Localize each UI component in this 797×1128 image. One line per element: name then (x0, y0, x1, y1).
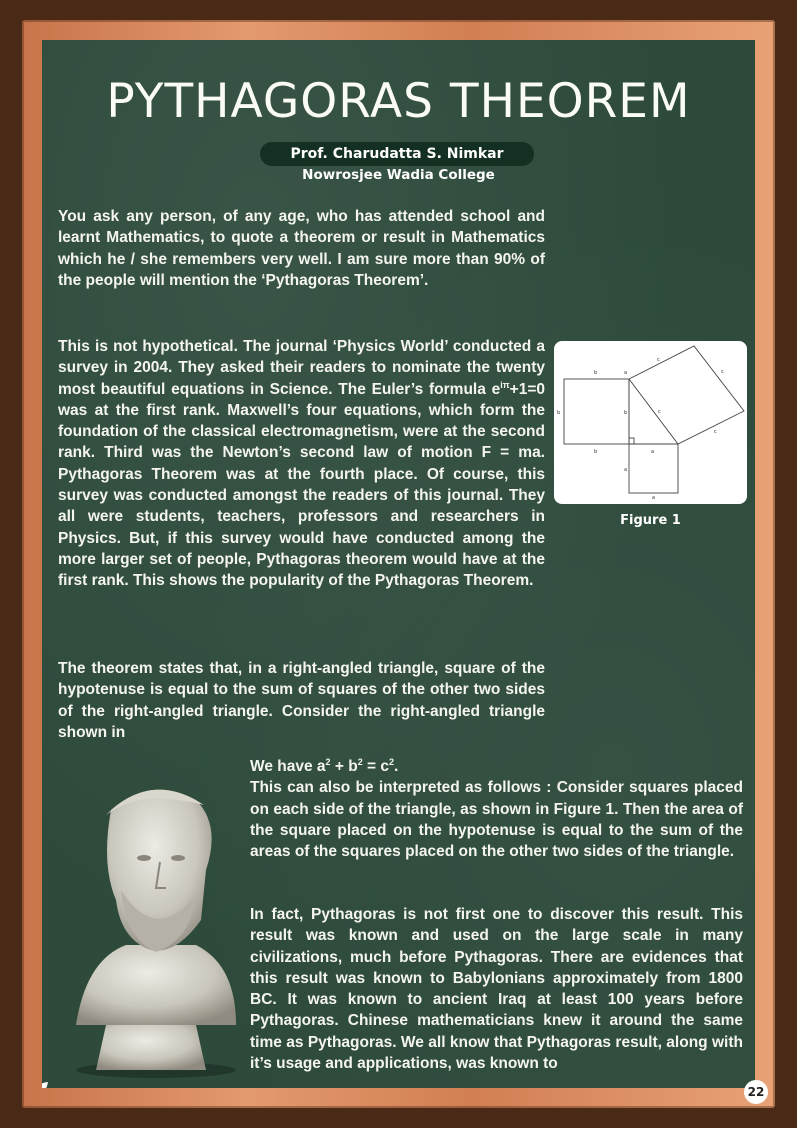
label-b-small: b (594, 449, 598, 455)
label-a-top: a (624, 370, 628, 376)
interpretation-text: This can also be interpreted as follows : Consider squares placed on each side of the triangle, as shown in Figure 1. Then the area of the square placed on the hypotenuse is equal to the sum of the areas of the squares placed on the other two sides of the triangle. (250, 779, 743, 861)
equation-exp-b: 2 (357, 756, 363, 767)
label-b-left: b (557, 410, 561, 416)
pythagoras-bust-image (56, 770, 256, 1080)
label-a-right: a (651, 449, 655, 455)
survey-text-a: This is not hypothetical. The journal ‘Physics World’ conducted a survey in 2004. They asked their readers to nominate the twenty most beautiful equations in Science. The Euler’s formula e (58, 338, 545, 398)
page-title: PYTHAGORAS THEOREM (106, 74, 691, 129)
paragraph-survey (58, 336, 545, 592)
label-c-right: c (721, 369, 724, 375)
figure-1 (554, 341, 747, 504)
euler-exponent: iπ (500, 379, 510, 390)
label-b-top: b (594, 370, 598, 376)
paragraph-theorem: The theorem states that, in a right-angled triangle, square of the hypotenuse is equal to the sum of squares of the other two sides of the right-angled triangle. Consider the right-angled triangle shown in (58, 660, 545, 741)
square-c (629, 346, 744, 444)
chalkboard (42, 40, 755, 1088)
label-c-top: c (657, 357, 660, 363)
label-a-left: a (624, 467, 628, 473)
equation-b: + b (330, 758, 358, 775)
label-c-diag: c (658, 409, 661, 415)
leaf-icon (42, 1080, 50, 1088)
survey-text-b: +1=0 was at the first rank. Maxwell’s four equations, which form the foundation of the classical electromagnetism, were at the second rank. Third was the Newton’s second law of motion F = ma. Pythagoras Theorem was at the fourth place. Of course, this survey was conducted amongst the readers of this journal. They all were students, teachers, professors and researchers in Physics. But, if this survey would have conducted among the more larger set of people, Pythagoras theorem would have at the first rank. This shows the popularity of the Pythagoras Theorem. (58, 380, 545, 590)
author-institution: Nowrosjee Wadia College (302, 167, 495, 183)
author-badge: Prof. Charudatta S. Nimkar (260, 142, 534, 166)
square-b (564, 379, 629, 444)
paragraph-history: In fact, Pythagoras is not first one to discover this result. This result was known and used on the large scale in many civilizations, much before Pythagoras. There are evidences that this result was known to Babylonians approximately from 1800 BC. It was known to ancient Iraq at least 100 years before Pythagoras. Chinese mathematicians knew it around the same time as Pythagoras. We all know that Pythagoras result, along with it’s usage and applications, was known to (250, 906, 743, 1073)
equation-a: We have a (250, 758, 326, 775)
equation-exp-a: 2 (325, 756, 331, 767)
page-number: 22 (744, 1080, 768, 1104)
paragraph-intro: You ask any person, of any age, who has attended school and learnt Mathematics, to quote a theorem or result in Mathematics which he / she remembers very well. I am sure more than 90% of the people will mention the ‘Pythagoras Theorem’. (58, 208, 545, 289)
paragraph-interpretation (250, 756, 743, 862)
pythagoras-squares-diagram (554, 341, 747, 504)
equation-exp-c: 2 (389, 756, 395, 767)
figure-caption: Figure 1 (620, 513, 681, 528)
equation-line: We have $a^2 + b^2 = c^2$. (250, 756, 399, 775)
label-c-low: c (714, 429, 717, 435)
label-a-bottom: a (652, 495, 656, 501)
equation-c: = c (362, 758, 390, 775)
label-b-right: b (624, 410, 628, 416)
right-angle-mark (629, 438, 634, 444)
